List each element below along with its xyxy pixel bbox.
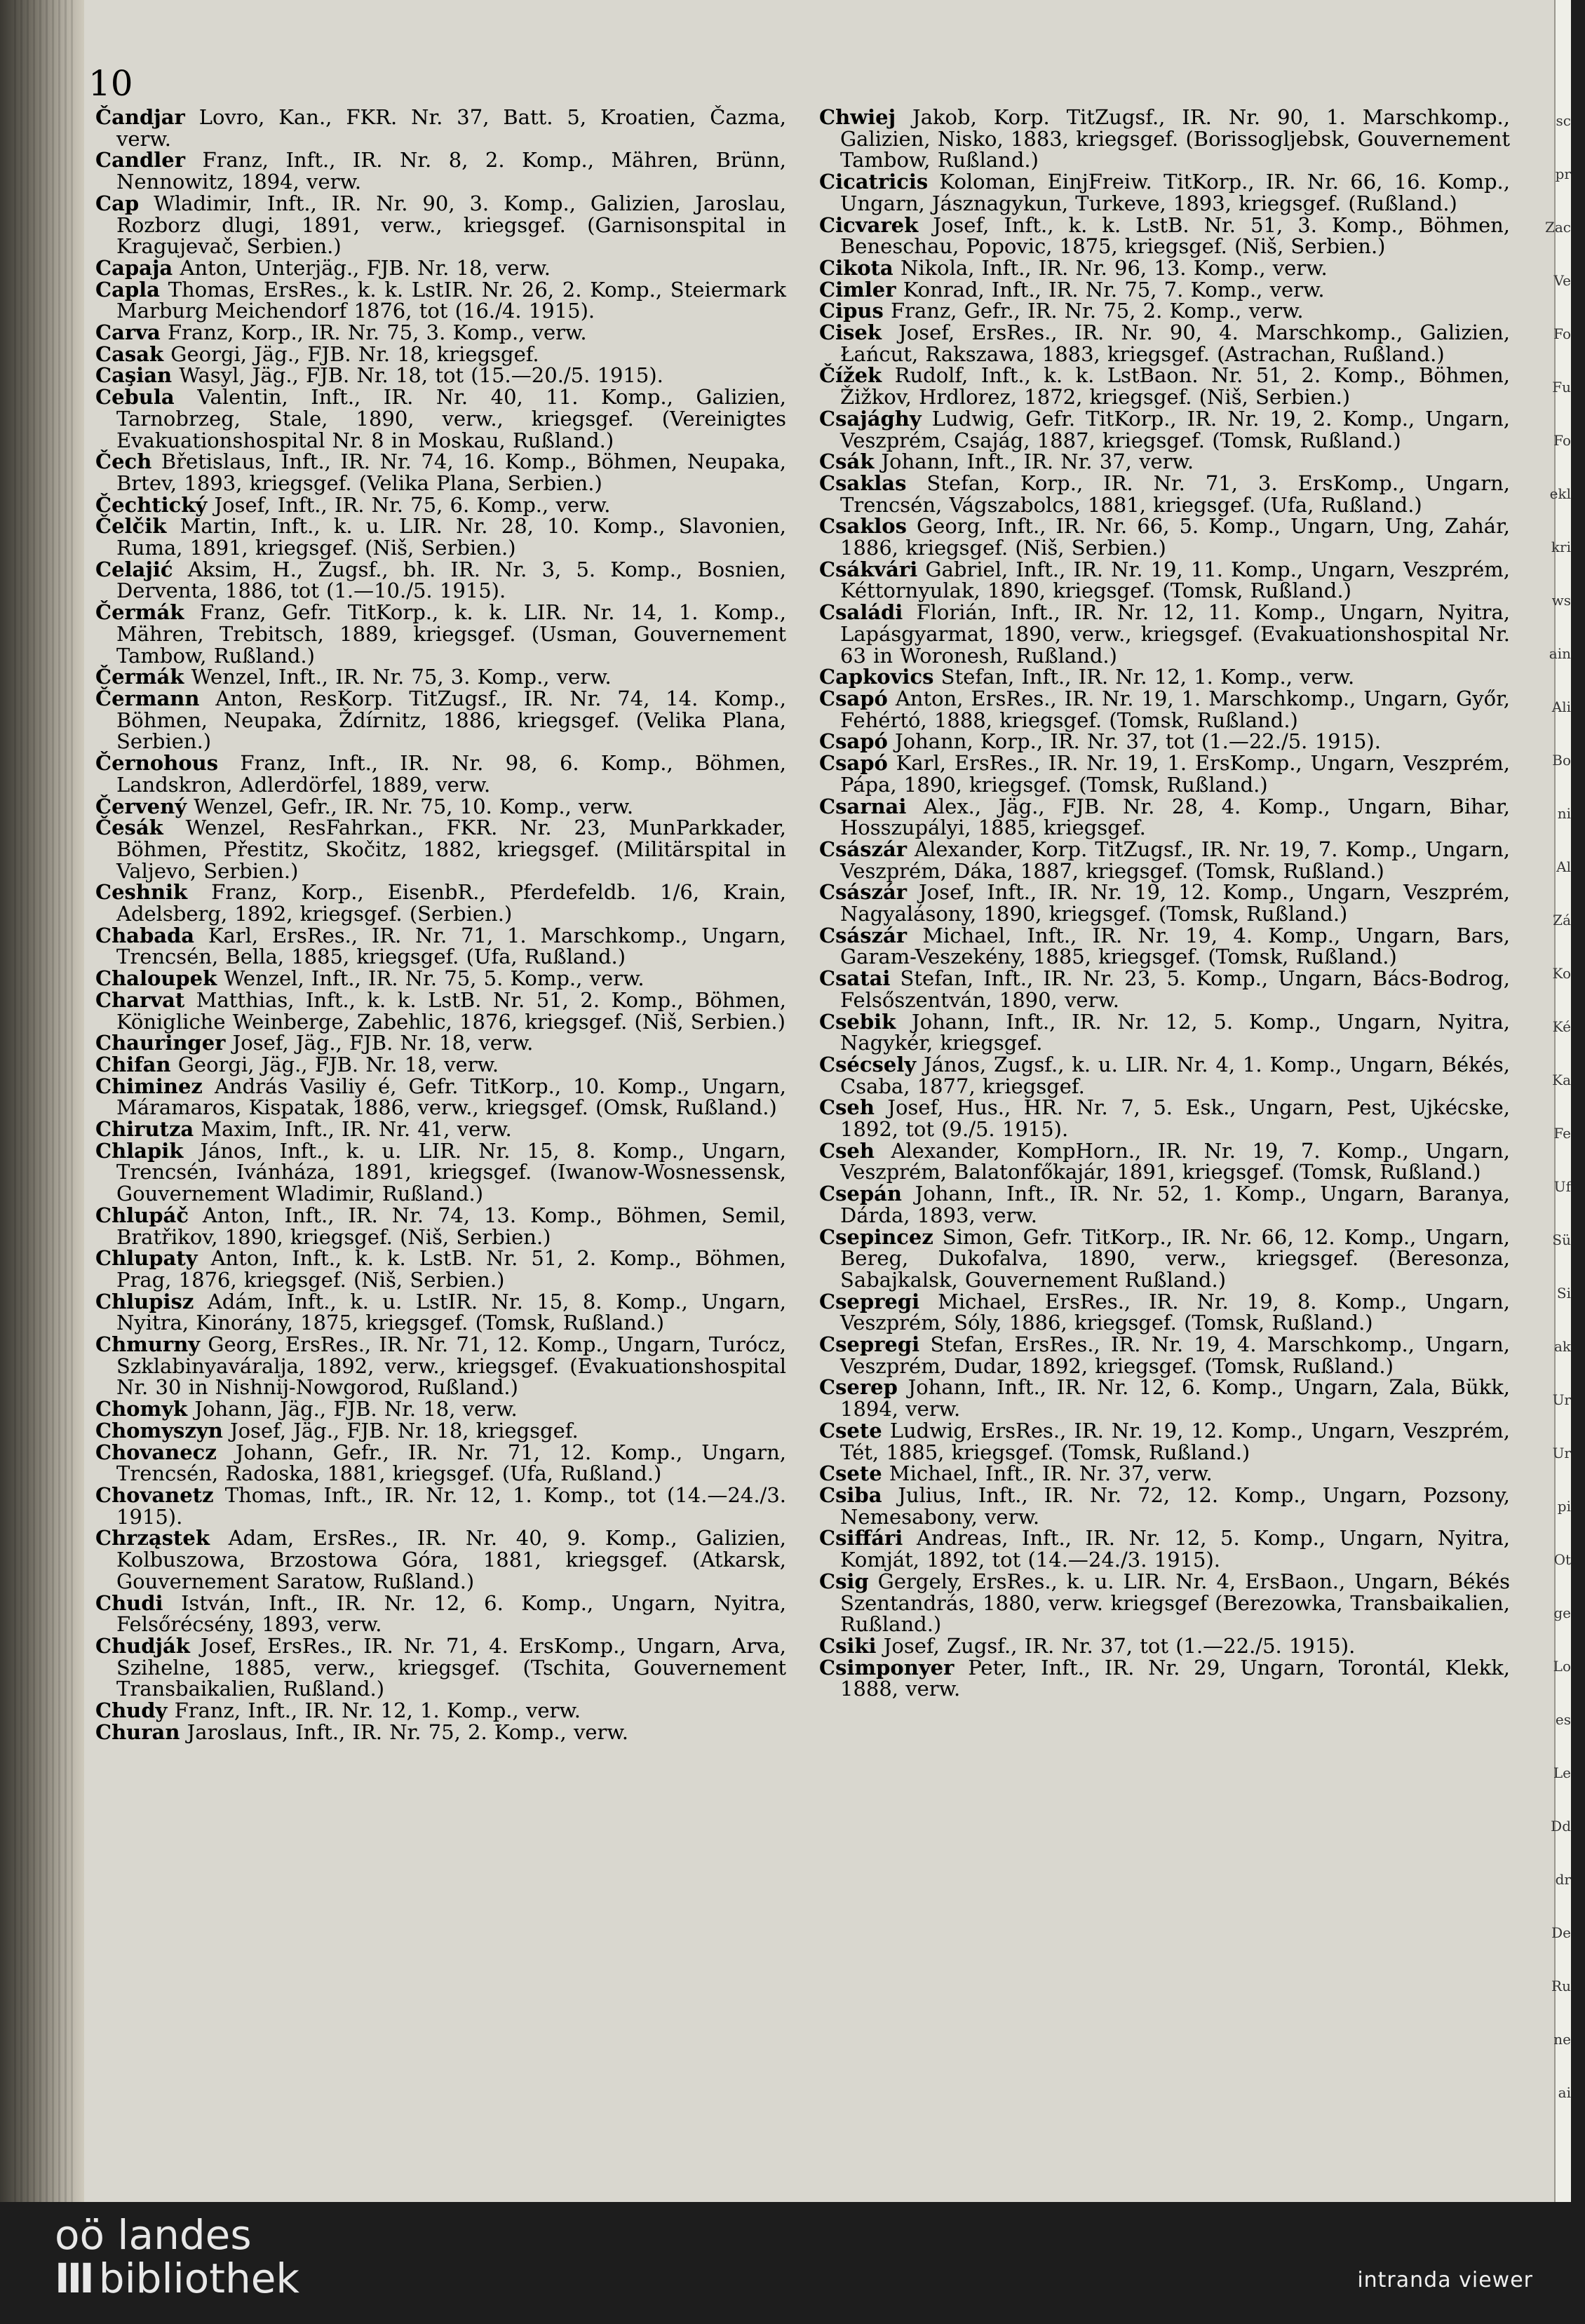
edge-fragment: Dd: [1551, 1818, 1571, 1835]
entry-surname: Čížek: [819, 363, 882, 388]
entry-details: Koloman, EinjFreiw. TitKorp., IR. Nr. 66, 16. Komp., Ungarn, Jásznagykun, Turkeve, 1893, kriegsgef. (Rußland.): [840, 170, 1510, 215]
entry-surname: Chabada: [95, 923, 195, 947]
entry-details: Johann, Korp., IR. Nr. 37, tot (1.—22./5. 1915).: [887, 729, 1381, 754]
entry-details: Anton, ResKorp. TitZugsf., IR. Nr. 74, 14. Komp., Böhmen, Neupaka, Ždírnitz, 1886, kriegsgef. (Velika Plana, Serbien.): [116, 686, 786, 754]
entry-surname: Chauringer: [95, 1031, 226, 1055]
register-entry: [95, 451, 786, 494]
entry-details: Florián, Inft., IR. Nr. 12, 11. Komp., Ungarn, Nyitra, Lapásgyarmat, 1890, verw., kriegsgef. (Evakuationshospital Nr. 63 in Woronesh, Rußland.): [840, 600, 1510, 668]
entry-surname: Csécsely: [819, 1052, 917, 1076]
entry-surname: Cap: [95, 191, 140, 215]
register-entry: [819, 322, 1510, 365]
register-entry: [95, 1420, 786, 1442]
register-entry: [819, 473, 1510, 515]
register-entry: [95, 386, 786, 451]
entry-surname: Chovanetz: [95, 1483, 214, 1507]
entry-surname: Csaklas: [819, 471, 907, 495]
register-entry: [819, 752, 1510, 795]
entry-surname: Čelčik: [95, 514, 167, 539]
register-entry: [819, 688, 1510, 731]
entry-details: Valentin, Inft., IR. Nr. 40, 11. Komp., Galizien, Tarnobrzeg, Stale, 1890, verw., kriegsgef. (Vereinigtes Evakuationshospital Nr. 8 in Moskau, Rußland.): [116, 385, 786, 452]
register-entry: [95, 1485, 786, 1527]
entry-details: Stefan, ErsRes., IR. Nr. 19, 4. Marschkomp., Ungarn, Veszprém, Dudar, 1892, kriegsgef. (Tomsk, Rußland.): [840, 1332, 1510, 1378]
viewer-brand[interactable]: intranda viewer: [1357, 2268, 1533, 2292]
entry-surname: Churan: [95, 1720, 180, 1744]
entry-details: Jakob, Korp. TitZugsf., IR. Nr. 90, 1. Marschkomp., Galizien, Nisko, 1883, kriegsgef. (Borissoglјebsk, Gouvernement Tambow, Rußland.): [840, 105, 1510, 173]
entry-surname: Csajághy: [819, 406, 922, 431]
register-entry: [95, 1032, 786, 1054]
register-entry: [95, 1334, 786, 1398]
entry-surname: Ceshnik: [95, 880, 188, 905]
entry-details: Franz, Korp., EisenbR., Pferdefeldb. 1/6, Krain, Adelsberg, 1892, kriegsgef. (Serbien.): [116, 880, 786, 926]
entry-details: Simon, Gefr. TitKorp., IR. Nr. 66, 12. Komp., Ungarn, Bereg, Dukofalva, 1890, verw., kriegsgef. (Beresonza, Sabajkalsk, Gouvernement Rußland.): [840, 1224, 1510, 1292]
entry-surname: Chudy: [95, 1698, 168, 1723]
register-entry: [819, 212, 1510, 259]
register-entry: [819, 1420, 1510, 1463]
entry-details: Aksim, H., Zugsf., bh. IR. Nr. 3, 5. Komp., Bosnien, Derventa, 1886, tot (1.—10./5. 1915).: [116, 557, 786, 603]
edge-fragment: Sü: [1552, 1231, 1571, 1248]
book-spine: [0, 0, 84, 2202]
register-entry: [95, 1054, 786, 1076]
entry-surname: Capaja: [95, 255, 173, 280]
edge-fragment: De: [1551, 1924, 1571, 1941]
register-entry: [95, 1398, 786, 1420]
entry-details: Wenzel, Gefr., IR. Nr. 75, 10. Komp., verw.: [187, 794, 634, 818]
entry-surname: Černohous: [95, 751, 219, 776]
register-entry: [819, 1224, 1510, 1292]
edge-fragment: dr: [1555, 1871, 1571, 1888]
entry-surname: Csimponyer: [819, 1655, 955, 1680]
entry-surname: Cisek: [819, 320, 882, 345]
register-entry: [819, 1334, 1510, 1377]
entry-surname: Capla: [95, 277, 160, 302]
register-entry: [95, 1635, 786, 1700]
register-entry: [95, 365, 786, 386]
edge-fragment: Ké: [1552, 1018, 1571, 1035]
entry-details: Johann, Inft., IR. Nr. 52, 1. Komp., Ungarn, Baranya, Dárda, 1893, verw.: [840, 1182, 1510, 1227]
entry-details: Josef, Inft., IR. Nr. 19, 12. Komp., Ungarn, Veszprém, Nagyalásony, 1890, kriegsgef. (Tomsk, Rußland.): [840, 880, 1510, 926]
entry-details: Ludwig, ErsRes., IR. Nr. 19, 12. Komp., Ungarn, Veszprém, Tét, 1885, kriegsgef. (Tomsk, Rußland.): [840, 1418, 1510, 1464]
edge-fragment: ge: [1553, 1604, 1571, 1621]
entry-surname: Čech: [95, 450, 152, 474]
register-entry: [819, 515, 1510, 558]
register-entry: [819, 881, 1510, 924]
entry-details: Franz, Inft., IR. Nr. 98, 6. Komp., Böhmen, Landskron, Adlerdörfel, 1889, verw.: [116, 751, 786, 797]
logo-line-2: [55, 2257, 299, 2300]
entry-details: Josef, Jäg., FJB. Nr. 18, verw.: [225, 1031, 534, 1055]
entry-details: Wenzel, ResFahrkan., FKR. Nr. 23, MunParkkader, Böhmen, Přestitz, Skočitz, 1882, kriegsgef. (Militärspital in Valjevo, Serbien.): [116, 816, 786, 883]
entry-details: Franz, Inft., IR. Nr. 12, 1. Komp., verw.: [167, 1698, 581, 1723]
entry-details: Georg, ErsRes., IR. Nr. 71, 12. Komp., Ungarn, Turócz, Szklabinyaváralja, 1892, verw., kriegsgef. (Evakuationshospital Nr. 30 in Nishnij-Nowgorod, Rußland.): [116, 1332, 786, 1400]
entry-details: Nikola, Inft., IR. Nr. 96, 13. Komp., verw.: [893, 255, 1328, 280]
entry-surname: Cseh: [819, 1095, 875, 1120]
entry-details: János, Zugsf., k. u. LIR. Nr. 4, 1. Komp., Ungarn, Békés, Csaba, 1877, kriegsgef.: [840, 1052, 1510, 1098]
entry-surname: Chifan: [95, 1052, 171, 1076]
entry-details: Gabriel, Inft., IR. Nr. 19, 11. Komp., Ungarn, Veszprém, Kéttornyulak, 1890, kriegsgef. (Tomsk, Rußland.): [840, 557, 1510, 603]
logo-line-1: oö landes: [55, 2211, 252, 2259]
edge-fragment: Al: [1556, 858, 1571, 875]
entry-surname: Charvat: [95, 987, 185, 1012]
register-entry: [819, 257, 1510, 279]
entry-details: Michael, Inft., IR. Nr. 37, verw.: [882, 1461, 1213, 1486]
entry-surname: Čechtický: [95, 492, 208, 517]
library-logo[interactable]: [55, 2213, 299, 2300]
entry-details: Michael, Inft., IR. Nr. 19, 4. Komp., Ungarn, Bars, Garam-Veszekény, 1885, kriegsgef. (Tomsk, Rußland.): [840, 923, 1510, 969]
register-entry: [95, 602, 786, 666]
entry-details: Johann, Jäg., FJB. Nr. 18, verw.: [187, 1397, 518, 1421]
register-entry: [819, 666, 1510, 688]
entry-details: Julius, Inft., IR. Nr. 72, 12. Komp., Ungarn, Pozsony, Nemesabony, verw.: [840, 1483, 1510, 1529]
register-entry: [95, 666, 786, 688]
entry-surname: Cipus: [819, 299, 884, 323]
register-entry: [819, 1527, 1510, 1570]
edge-fragment: Ka: [1552, 1072, 1571, 1088]
entry-surname: Csiba: [819, 1483, 882, 1507]
register-entry: [95, 494, 786, 516]
entry-surname: Csig: [819, 1569, 869, 1593]
register-entry: [95, 1248, 786, 1290]
entry-details: Wasyl, Jäg., FJB. Nr. 18, tot (15.—20./5. 1915).: [172, 363, 663, 388]
entry-surname: Červený: [95, 794, 187, 818]
entry-surname: Chlupisz: [95, 1289, 194, 1313]
page-number: 10: [88, 63, 133, 104]
entry-surname: Cikota: [819, 255, 893, 280]
edge-fragment: ws: [1551, 592, 1571, 609]
register-entry: [819, 1635, 1510, 1657]
register-entry: [819, 1011, 1510, 1054]
register-entry: [95, 193, 786, 257]
entry-details: Thomas, Inft., IR. Nr. 12, 1. Komp., tot (14.—24./3. 1915).: [116, 1483, 786, 1529]
entry-surname: Chlupáč: [95, 1203, 189, 1227]
register-entry: [95, 559, 786, 602]
entry-surname: Cseh: [819, 1138, 875, 1163]
entry-details: Ludwig, Gefr. TitKorp., IR. Nr. 19, 2. Komp., Ungarn, Veszprém, Csajág, 1887, kriegsgef. (Tomsk, Rußland.): [840, 406, 1510, 452]
register-entry: [819, 1657, 1510, 1700]
edge-fragment: pr: [1555, 165, 1571, 182]
register-entry: [95, 1527, 786, 1592]
entry-details: Adam, ErsRes., IR. Nr. 40, 9. Komp., Galizien, Kolbuszowa, Brzostowa Góra, 1881, kriegsgef. (Atkarsk, Gouvernement Saratow, Rußland.): [116, 1526, 786, 1593]
entry-details: Matthias, Inft., k. k. LstB. Nr. 51, 2. Komp., Böhmen, Königliche Weinberge, Zabehlic, 1876, kriegsgef. (Niš, Serbien.): [116, 987, 786, 1034]
entry-surname: Csiki: [819, 1633, 877, 1658]
entry-details: Adám, Inft., k. u. LstIR. Nr. 15, 8. Komp., Ungarn, Nyitra, Kinorány, 1875, kriegsgef. (Tomsk, Rußland.): [116, 1289, 786, 1335]
entry-details: János, Inft., k. u. LIR. Nr. 15, 8. Komp., Ungarn, Trencsén, Ivánháza, 1891, kriegsgef. (Iwanow-Wosnessensk, Gouvernement Wladimir, Rußland.): [116, 1138, 786, 1206]
register-entry: [95, 1722, 786, 1743]
entry-details: Johann, Inft., IR. Nr. 12, 5. Komp., Ungarn, Nyitra, Nagykér, kriegsgef.: [840, 1009, 1510, 1055]
entry-details: Johann, Inft., IR. Nr. 37, verw.: [874, 450, 1194, 474]
edge-fragment: Ur: [1552, 1445, 1571, 1461]
entry-surname: Csákvári: [819, 557, 918, 581]
entry-surname: Celajić: [95, 557, 173, 581]
right-column: [819, 107, 1510, 1700]
edge-fragment: Fe: [1553, 1125, 1571, 1142]
edge-fragment: Zá: [1553, 912, 1571, 928]
register-entry: [819, 796, 1510, 839]
entry-surname: Caşian: [95, 363, 173, 388]
entry-surname: Csák: [819, 450, 875, 474]
entry-details: Jaroslaus, Inft., IR. Nr. 75, 2. Komp., verw.: [180, 1720, 628, 1744]
entry-surname: Csapó: [819, 729, 888, 754]
register-entry: [819, 1291, 1510, 1334]
entry-details: Josef, Jäg., FJB. Nr. 18, kriegsgef.: [222, 1418, 579, 1443]
edge-fragment: Uf: [1553, 1178, 1571, 1195]
register-entry: [819, 1463, 1510, 1485]
entry-surname: Csepincez: [819, 1224, 933, 1249]
entry-surname: Chiminez: [95, 1074, 203, 1098]
edge-fragment: Si: [1556, 1285, 1571, 1302]
entry-details: Alexander, Korp. TitZugsf., IR. Nr. 19, 7. Komp., Ungarn, Veszprém, Dáka, 1887, kriegsgef. (Tomsk, Rußland.): [840, 837, 1510, 883]
entry-details: Lovro, Kan., FKR. Nr. 37, Batt. 5, Kroatien, Čazma, verw.: [116, 105, 786, 151]
register-entry: [819, 925, 1510, 968]
entry-surname: Chudják: [95, 1633, 190, 1658]
register-entry: [819, 1571, 1510, 1635]
entry-surname: Császár: [819, 837, 908, 861]
spine-texture: [14, 0, 77, 2202]
register-entry: [819, 171, 1510, 214]
register-entry: [95, 344, 786, 365]
entry-surname: Chaloupek: [95, 966, 217, 991]
register-entry: [95, 1291, 786, 1334]
entry-details: Wladimir, Inft., IR. Nr. 90, 3. Komp., Galizien, Jaroslau, Rozborz dlugi, 1891, verw., kriegsgef. (Garnisonspital in Kragujevač, Serbien.): [116, 191, 786, 259]
register-entry: [819, 1183, 1510, 1226]
entry-surname: Chwiej: [819, 105, 896, 129]
edge-fragment: ai: [1558, 2084, 1571, 2101]
entry-details: Rudolf, Inft., k. k. LstBaon. Nr. 51, 2. Komp., Böhmen, Žižkov, Hrdlorez, 1872, kriegsgef. (Niš, Serbien.): [840, 363, 1510, 410]
entry-surname: Csiffári: [819, 1526, 903, 1551]
entry-surname: Čermák: [95, 665, 184, 689]
entry-details: Stefan, Inft., IR. Nr. 12, 1. Komp., verw.: [933, 665, 1355, 689]
entry-surname: Čandjar: [95, 105, 185, 129]
entry-details: Alex., Jäg., FJB. Nr. 28, 4. Komp., Ungarn, Bihar, Hosszupályi, 1885, kriegsgef.: [840, 794, 1510, 840]
register-entry: [95, 1140, 786, 1205]
entry-details: Franz, Inft., IR. Nr. 8, 2. Komp., Mähren, Brünn, Nennowitz, 1894, verw.: [116, 148, 786, 194]
edge-fragment: Ru: [1551, 1978, 1571, 1994]
register-entry: [95, 968, 786, 989]
entry-surname: Cebula: [95, 385, 175, 410]
entry-details: Georgi, Jäg., FJB. Nr. 18, kriegsgef.: [163, 342, 539, 366]
edge-fragment: Ur: [1552, 1391, 1571, 1408]
edge-fragment: kri: [1551, 539, 1571, 555]
entry-surname: Casak: [95, 342, 164, 366]
entry-details: Thomas, ErsRes., k. k. LstIR. Nr. 26, 2. Komp., Steiermark Marburg Meichendorf 1876, tot (16./4. 1915).: [116, 277, 786, 323]
entry-details: Georg, Inft., IR. Nr. 66, 5. Komp., Ungarn, Ung, Zahár, 1886, kriegsgef. (Niš, Serbien.): [840, 514, 1510, 560]
register-entry: [95, 279, 786, 322]
entry-details: András Vasiliy é, Gefr. TitKorp., 10. Komp., Ungarn, Máramaros, Kispatak, 1886, verw., kriegsgef. (Omsk, Rußland.): [116, 1074, 786, 1120]
entry-details: Anton, ErsRes., IR. Nr. 19, 1. Marschkomp., Ungarn, Győr, Fehértó, 1888, kriegsgef. (Tomsk, Rußland.): [840, 686, 1510, 732]
register-entry: [819, 1097, 1510, 1140]
register-entry: [95, 257, 786, 279]
entry-surname: Cserep: [819, 1375, 898, 1400]
register-entry: [95, 817, 786, 881]
register-entry: [95, 881, 786, 924]
register-entry: [95, 1700, 786, 1722]
edge-fragment: Zac: [1544, 219, 1571, 236]
entry-surname: Chlupaty: [95, 1246, 198, 1271]
register-entry: [95, 1442, 786, 1485]
entry-surname: Cimler: [819, 277, 896, 302]
entry-surname: Chirutza: [95, 1117, 194, 1142]
entry-details: Franz, Korp., IR. Nr. 75, 3. Komp., verw.: [160, 320, 587, 345]
edge-fragment: Fo: [1553, 432, 1571, 449]
edge-fragment: sc: [1556, 112, 1571, 129]
entry-surname: Capkovics: [819, 665, 934, 689]
entry-details: Břetislaus, Inft., IR. Nr. 74, 16. Komp., Böhmen, Neupaka, Brtev, 1893, kriegsgef. (Velika Plana, Serbien.): [116, 450, 786, 495]
register-entry: [819, 968, 1510, 1011]
entry-surname: Csepregi: [819, 1332, 920, 1357]
register-entry: [819, 1485, 1510, 1527]
entry-details: Alexander, KompHorn., IR. Nr. 19, 7. Komp., Ungarn, Veszprém, Balatonfőkajár, 1891, kriegsgef. (Tomsk, Rußland.): [840, 1138, 1510, 1184]
edge-fragment: Le: [1553, 1764, 1571, 1781]
register-entry: [819, 731, 1510, 752]
entry-surname: Csatai: [819, 966, 891, 991]
entry-surname: Csepán: [819, 1182, 903, 1206]
entry-details: Johann, Gefr., IR. Nr. 71, 12. Komp., Ungarn, Trencsén, Radoska, 1881, kriegsgef. (Ufa, Rußland.): [116, 1440, 786, 1486]
entry-surname: Česák: [95, 816, 163, 840]
register-entry: [819, 279, 1510, 301]
register-entry: [819, 839, 1510, 881]
entry-details: Gergely, ErsRes., k. u. LIR. Nr. 4, ErsBaon., Ungarn, Békés Szentandrás, 1880, verw. kriegsgef (Berezowka, Transbaikalien, Rußland.): [840, 1569, 1510, 1637]
entry-details: Josef, ErsRes., IR. Nr. 71, 4. ErsKomp., Ungarn, Arva, Szihelne, 1885, verw., kriegsgef. (Tschita, Gouvernement Transbaikalien, Rußland.): [116, 1633, 786, 1701]
register-entry: [95, 1590, 786, 1637]
entry-details: Josef, Hus., HR. Nr. 7, 5. Esk., Ungarn, Pest, Ujkécske, 1892, tot (9./5. 1915).: [840, 1095, 1510, 1142]
entry-surname: Chudi: [95, 1590, 163, 1615]
entry-details: Josef, Inft., k. k. LstB. Nr. 51, 3. Komp., Böhmen, Beneschau, Popovic, 1875, kriegsgef. (Niš, Serbien.): [840, 212, 1510, 259]
edge-fragment: ni: [1557, 805, 1571, 822]
entry-surname: Csete: [819, 1461, 882, 1486]
entry-surname: Chomyszyn: [95, 1418, 223, 1443]
register-entry: [95, 107, 786, 149]
entry-surname: Csebik: [819, 1009, 896, 1034]
register-entry: [95, 796, 786, 818]
entry-surname: Csarnai: [819, 794, 907, 818]
edge-fragment: ne: [1553, 2031, 1571, 2048]
entry-surname: Carva: [95, 320, 161, 345]
entry-details: Anton, Unterjäg., FJB. Nr. 18, verw.: [173, 255, 551, 280]
entry-surname: Csete: [819, 1418, 882, 1443]
edge-fragment: Bo: [1552, 752, 1571, 769]
entry-surname: Császár: [819, 880, 908, 905]
register-entry: [819, 300, 1510, 322]
entry-surname: Cicatricis: [819, 170, 929, 194]
entry-details: Anton, Inft., k. k. LstB. Nr. 51, 2. Komp., Böhmen, Prag, 1876, kriegsgef. (Niš, Serbien.): [116, 1246, 786, 1292]
entry-details: Johann, Inft., IR. Nr. 12, 6. Komp., Ungarn, Zala, Bükk, 1894, verw.: [840, 1375, 1510, 1421]
entry-details: Josef, Zugsf., IR. Nr. 37, tot (1.—22./5. 1915).: [876, 1633, 1356, 1658]
entry-surname: Chlapik: [95, 1138, 184, 1163]
edge-fragment: pi: [1557, 1498, 1571, 1515]
entry-details: Josef, ErsRes., IR. Nr. 90, 4. Marschkomp., Galizien, Łańcut, Rakszawa, 1883, kriegsgef. (Astrachan, Rußland.): [840, 320, 1510, 366]
entry-surname: Chrząstek: [95, 1526, 210, 1551]
logo-word: bibliothek: [98, 2255, 299, 2302]
entry-details: Maxim, Inft., IR. Nr. 41, verw.: [194, 1117, 512, 1142]
entry-details: Stefan, Korp., IR. Nr. 71, 3. ErsKomp., Ungarn, Trencsén, Vágszabolcs, 1881, kriegsgef. (Ufa, Rußland.): [840, 471, 1510, 517]
entry-surname: Chovanecz: [95, 1440, 217, 1464]
entry-surname: Candler: [95, 148, 185, 173]
register-entry: [819, 1377, 1510, 1419]
edge-fragment: es: [1555, 1711, 1571, 1728]
entry-details: Franz, Gefr., IR. Nr. 75, 2. Komp., verw.: [883, 299, 1304, 323]
register-entry: [819, 451, 1510, 473]
register-entry: [819, 363, 1510, 410]
edge-fragment: Ko: [1552, 965, 1571, 982]
entry-surname: Csepregi: [819, 1289, 920, 1313]
edge-fragment: Ve: [1553, 272, 1571, 289]
entry-surname: Csaklos: [819, 514, 907, 539]
edge-fragment: Ot: [1553, 1551, 1571, 1568]
entry-surname: Császár: [819, 923, 908, 947]
entry-details: Konrad, Inft., IR. Nr. 75, 7. Komp., verw.: [896, 277, 1325, 302]
entry-surname: Csapó: [819, 751, 888, 776]
register-entry: [95, 752, 786, 795]
entry-details: Josef, Inft., IR. Nr. 75, 6. Komp., verw.: [207, 492, 611, 517]
entry-details: Karl, ErsRes., IR. Nr. 19, 1. ErsKomp., Ungarn, Veszprém, Pápa, 1890, kriegsgef. (Tomsk, Rußland.): [840, 751, 1510, 797]
register-entry: [819, 408, 1510, 451]
entry-surname: Csapó: [819, 686, 888, 710]
edge-fragment: Ali: [1551, 698, 1571, 715]
register-entry: [95, 688, 786, 752]
edge-fragment: ak: [1553, 1338, 1571, 1355]
logo-bars: III: [55, 2255, 92, 2302]
register-entry: [95, 515, 786, 558]
entry-details: Michael, ErsRes., IR. Nr. 19, 8. Komp., Ungarn, Veszprém, Sóly, 1886, kriegsgef. (Tomsk, Rußland.): [840, 1289, 1510, 1335]
entry-details: Franz, Gefr. TitKorp., k. k. LIR. Nr. 14, 1. Komp., Mähren, Trebitsch, 1889, kriegsgef. (Usman, Gouvernement Tambow, Rußland.): [116, 600, 786, 668]
register-entry: [819, 1140, 1510, 1183]
entry-details: Peter, Inft., IR. Nr. 29, Ungarn, Torontál, Klekk, 1888, verw.: [840, 1655, 1510, 1701]
viewer-footer: [0, 2202, 1585, 2324]
register-entry: [95, 1205, 786, 1248]
entry-details: Georgi, Jäg., FJB. Nr. 18, verw.: [170, 1052, 499, 1076]
entry-details: Stefan, Inft., IR. Nr. 23, 5. Komp., Ungarn, Bács-Bodrog, Felsőszentván, 1890, verw.: [840, 966, 1510, 1012]
edge-fragment: Fu: [1552, 379, 1571, 396]
register-entry: [819, 107, 1510, 171]
register-entry: [95, 149, 786, 192]
entry-details: Wenzel, Inft., IR. Nr. 75, 3. Komp., verw.: [184, 665, 612, 689]
next-page-edge: [1544, 0, 1571, 2202]
register-entry: [95, 989, 786, 1032]
register-entry: [95, 1076, 786, 1119]
entry-details: Anton, Inft., IR. Nr. 74, 13. Komp., Böhmen, Semil, Bratřikov, 1890, kriegsgef. (Niš, Serbien.): [116, 1203, 786, 1249]
register-entry: [819, 602, 1510, 666]
entry-details: Karl, ErsRes., IR. Nr. 71, 1. Marschkomp., Ungarn, Trencsén, Bella, 1885, kriegsgef. (Ufa, Rußland.): [116, 923, 786, 969]
entry-surname: Chomyk: [95, 1397, 188, 1421]
entry-surname: Cicvarek: [819, 212, 919, 237]
entry-surname: Családi: [819, 600, 903, 625]
edge-fragment: ain: [1549, 645, 1571, 662]
register-entry: [819, 1054, 1510, 1097]
left-column: [95, 107, 786, 1743]
entry-details: István, Inft., IR. Nr. 12, 6. Komp., Ungarn, Nyitra, Felsőrécsény, 1893, verw.: [116, 1590, 786, 1637]
edge-fragment: ekl: [1549, 485, 1571, 502]
entry-details: Wenzel, Inft., IR. Nr. 75, 5. Komp., verw.: [217, 966, 645, 991]
register-entry: [95, 322, 786, 344]
entry-details: Andreas, Inft., IR. Nr. 12, 5. Komp., Ungarn, Nyitra, Komját, 1892, tot (14.—24./3. 1915).: [840, 1526, 1510, 1572]
edge-fragment: Fo: [1553, 325, 1571, 342]
entry-surname: Čermák: [95, 600, 184, 625]
register-entry: [819, 559, 1510, 602]
register-entry: [95, 925, 786, 968]
register-entry: [95, 1119, 786, 1140]
entry-surname: Chmurny: [95, 1332, 201, 1357]
entry-surname: Čermann: [95, 686, 200, 710]
edge-fragment: Lo: [1553, 1658, 1571, 1675]
entry-details: Martin, Inft., k. u. LIR. Nr. 28, 10. Komp., Slavonien, Ruma, 1891, kriegsgef. (Niš, Serbien.): [116, 514, 786, 560]
